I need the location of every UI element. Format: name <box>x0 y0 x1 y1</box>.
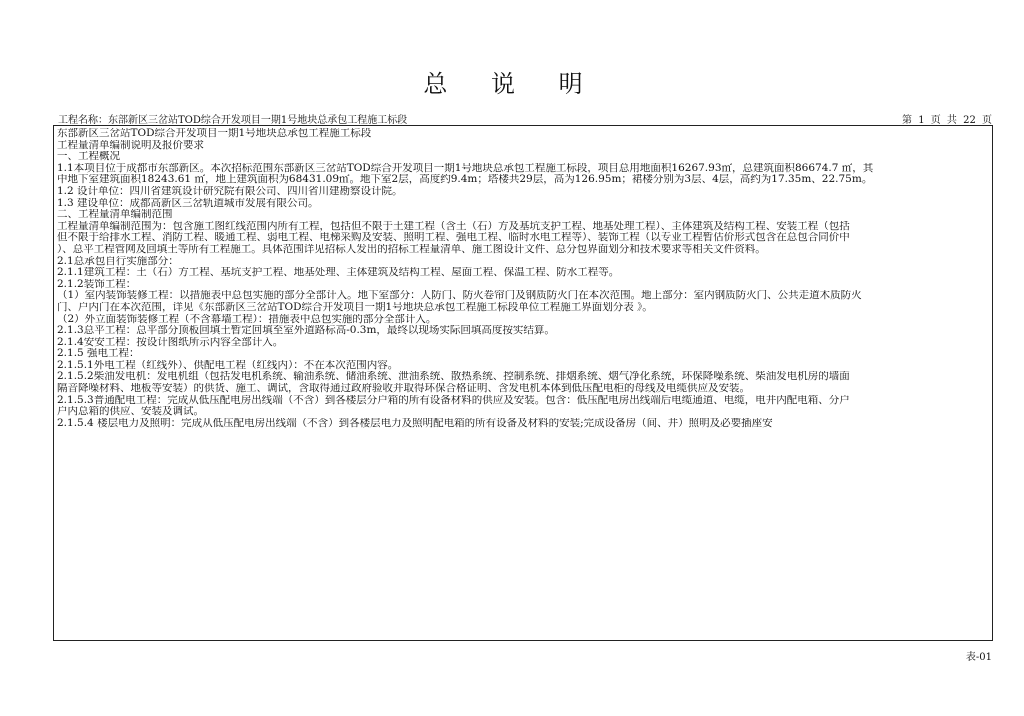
text-line: 但不限于给排水工程、消防工程、暖通工程、弱电工程、电梯采购及安装、照明工程、强电工程、临时水电工程等）、装饰工程（以专业工程暂估价形式包含在总包合同价中 <box>57 232 850 244</box>
text-line: （1）室内装饰装修工程：以措施表中总包实施的部分全部计入。地下室部分：人防门、防火卷帘门及钢质防火门在本次范围。地上部分：室内钢质防火门、公共走道木质防火 <box>57 290 862 302</box>
text-line: 2.1总承包自行实施部分： <box>57 255 179 267</box>
text-line: 2.1.2装饰工程： <box>57 278 137 290</box>
text-line: 2.1.1建筑工程：土（石）方工程、基坑支护工程、地基处理、主体建筑及结构工程、屋面工程、保温工程、防水工程等。 <box>57 267 620 279</box>
text-line: 门、户内门在本次范围，详见《东部新区三岔站TOD综合开发项目一期1号地块总承包工程施工标段单位工程施工界面划分表 》。 <box>57 301 653 313</box>
text-line: 2.1.5.3普通配电工程：完成从低压配电房出线端（不含）到各楼层分户箱的所有设备材料的供应及安装。包含：低压配电房出线端后电缆通道、电缆，电井内配电箱、分户 <box>57 394 850 406</box>
text-line: 工程量清单编制说明及报价要求 <box>57 139 204 151</box>
text-line: 2.1.5 强电工程： <box>57 348 140 360</box>
text-line: 二、工程量清单编制范围 <box>57 209 173 221</box>
text-line: 工程量清单编制范围为：包含施工图红线范围内所有工程，包括但不限于土建工程（含土（石）方及基坑支护工程、地基处理工程）、主体建筑及结构工程、安装工程（包括 <box>57 220 850 232</box>
text-line: 中地下室建筑面积18243.61 ㎡，地上建筑面积为68431.09㎡。地下室2层，高度约9.4m；塔楼共29层，高为126.95m；裙楼分别为3层、4层，高约为17.35m、22.75m。 <box>57 174 873 186</box>
text-line: 1.2 设计单位：四川省建筑设计研究院有限公司、四川省川建勘察设计院。 <box>57 185 403 197</box>
text-line: 2.1.4安安工程：按设计图纸所示内容全部计入。 <box>57 336 284 348</box>
text-line: 2.1.5.2柴油发电机：发电机组（包括发电机系统、输油系统、储油系统、泄油系统、散热系统、控制系统、排烟系统、烟气净化系统，环保降噪系统、柴油发电机房的墙面 <box>57 371 850 383</box>
text-line: 隔音降噪材料、地板等安装）的供货、施工、调试，含取得通过政府验收并取得环保合格证明、含发电机本体到低压配电柜的母线及电缆供应及安装。 <box>57 383 750 395</box>
text-line: 1.1本项目位于成都市东部新区。本次招标范围东部新区三岔站TOD综合开发项目一期1号地块总承包工程施工标段，项目总用地面积16267.93㎡，总建筑面积86674.7 ㎡，其 <box>57 162 874 174</box>
text-line: 东部新区三岔站TOD综合开发项目一期1号地块总承包工程施工标段 <box>57 128 372 139</box>
text-line: ）、总平工程管网及回填土等所有工程施工。具体范围详见招标人发出的招标工程量清单、施工图设计文件、总分包界面划分和技术要求等相关文件资料。 <box>57 243 766 255</box>
page-title: 总 说 明 <box>423 70 601 98</box>
text-line: 2.1.5.4 楼层电力及照明：完成从低压配电房出线端（不含）到各楼层电力及照明配电箱的所有设备及材料的安装;完成设备房（间、井）照明及必要插座安 <box>57 417 773 429</box>
text-line: 一、工程概况 <box>57 151 120 163</box>
text-line: 2.1.5.1外电工程（红线外）、供配电工程（红线内）：不在本次范围内容。 <box>57 359 399 371</box>
description-text <box>57 128 989 429</box>
project-name: 工程名称：东部新区三岔站TOD综合开发项目一期1号地块总承包工程施工标段 <box>58 115 408 126</box>
table-code: 表-01 <box>965 652 992 663</box>
text-line: 户内总箱的供应、安装及调试。 <box>57 406 204 418</box>
text-line: 1.3 建设单位：成都高新区三岔轨道城市发展有限公司。 <box>57 197 319 209</box>
text-line: 2.1.3总平工程：总平部分顶板回填土暂定回填至室外道路标高-0.3m，最终以现场实际回填高度按实结算。 <box>57 325 555 337</box>
page-number: 第 1 页 共 22 页 <box>902 115 992 126</box>
text-line: （2）外立面装饰装修工程（不含幕墙工程）：措施表中总包实施的部分全部计入。 <box>57 313 437 325</box>
